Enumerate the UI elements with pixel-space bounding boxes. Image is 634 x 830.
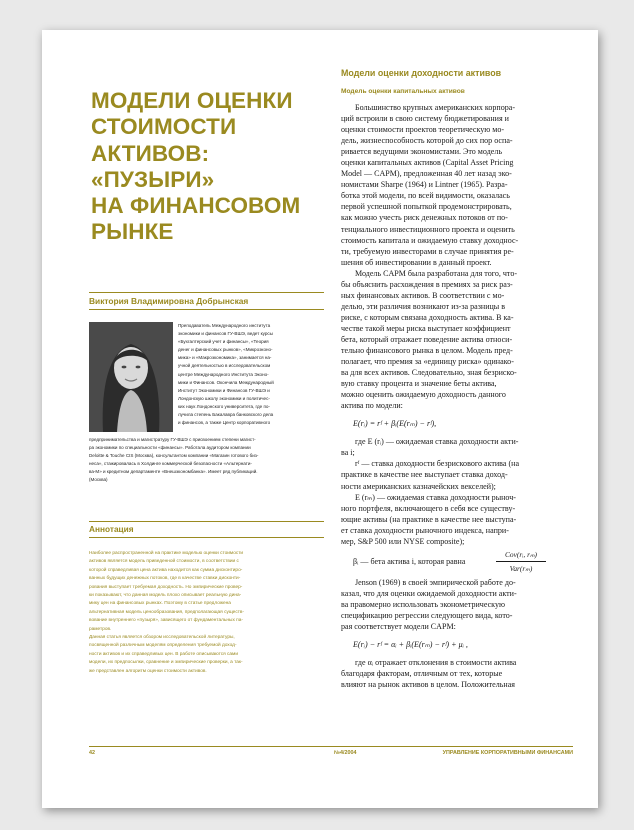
article-title [91,88,316,246]
bio-line: мика» и «Макроэкономика», занимается на- [178,355,272,361]
annotation-line: которой справедливая цена актива находится как сумма дисконтиро- [89,567,243,573]
beta-fraction [496,548,546,575]
annotation-line: ванных будущих денежных потоков, где в качестве ставки дисконти- [89,576,241,582]
body-line: дель, жизнеспособность которой до сих пор оспа- [341,136,513,146]
beta-text: βᵢ — бета актива i, которая равна [353,556,466,566]
body-line: мер, S&P 500 или NYSE composite); [341,536,465,546]
author-bio [178,322,325,427]
body-line: ти, требуемую инвесторами в случае принятия ре- [341,246,514,256]
body-line: Большинство крупных американских корпора- [355,103,516,112]
body-line: Jenson (1969) в своей эмпирической работе до- [355,577,516,587]
bio-line: Преподаватель Международного института [178,323,271,328]
body-line: казал, что для оценки ожидаемой доходности акти- [341,588,517,598]
body-line: как можно учесть риск денежных потоков от по- [341,213,508,223]
beta-numerator: Cov(rᵢ, rₘ) [496,548,546,562]
body-line: актива по модели: [341,401,403,411]
body-line: ного портфеля, включающего в себя все существу- [341,503,516,513]
annotation-line: мику цен на финансовых рынках. Поэтому в статье предложена [89,601,231,607]
issue-number: №4/2004 [334,750,357,756]
bio-line: (Москва) [89,477,108,483]
body-line: первой успешной попыткой продемонстрировать, [341,202,512,212]
body-line: риске, с которым связана доходность актива. В ка- [341,312,514,322]
bio-line: неса», стажировалась в Холдинге коммерческой безопасности «Альтернати- [89,461,252,467]
bio-line: ва-М» и кредитном департаменте «Внешэкономбанка». Имеет ряд публикаций. [89,469,258,475]
annotation-line: же представлен алгоритм оценки стоимости активов. [89,668,207,674]
article-body [341,102,573,690]
body-line: вую ставку процента и значение беты актива, [341,379,497,389]
journal-name: УПРАВЛЕНИЕ КОРПОРАТИВНЫМИ ФИНАНСАМИ [442,750,573,756]
bio-line: мики и Финансов. Окончила Международный [178,379,274,385]
title-line: СТОИМОСТИ [91,114,237,140]
annotation-line: раметров. [89,626,112,632]
bio-line: денег и финансовых рынков», «Микроэконо- [178,347,273,353]
body-line: бета, который отражает поведение актива относи- [341,334,513,344]
beta-definition [341,547,573,577]
bio-line: центре Международного Института Эконо- [178,371,269,377]
bio-line: Институт Экономики и Финансов ГУ-ВШЭ и [178,387,270,393]
section-title: Модели оценки доходности активов [341,68,502,78]
body-line: где E (rᵢ) — ожидаемая ставка доходности акти- [355,437,519,447]
journal-page [42,30,598,808]
body-line: ва i; [341,448,355,458]
capm-formula: E(rᵢ) = rᶠ + βᵢ(E(rₘ) − rᶠ), [353,419,437,429]
body-line: рая соответствует модели CAPM: [341,621,456,631]
body-line: ности американских казначейских векселей); [341,481,496,491]
body-line: ва для всех активов. Следовательно, зная безриско- [341,368,517,378]
body-line: где αᵢ отражает отклонения в стоимости актива [355,658,517,668]
bio-line: ких наук Лондонского университета, где по- [178,403,270,409]
title-line: «ПУЗЫРИ» [91,166,215,192]
author-name: Виктория Владимировна Добрынская [89,292,324,310]
title-line: РЫНКЕ [91,219,174,245]
bio-line: предпринимательства и магистратуру ГУ-ВШЭ с присвоением степени магист- [89,437,256,442]
bio-line: ра экономики по специальности «финансы». Работала аудитором компании [89,445,251,451]
body-line: Model — CAPM), предложенная 40 лет назад эко- [341,169,512,179]
subsection-title: Модель оценки капитальных активов [341,88,465,95]
body-line: спецификацию регрессии следующего вида, кото- [341,610,513,620]
title-line: АКТИВОВ: [91,140,210,166]
annotation-line: вование внутреннего «пузыря», зависящего от фундаментальных па- [89,618,243,624]
body-line: номистами Sharpe (1964) и Lintner (1965). Разра- [341,180,508,190]
body-line: шения об инвестировании в данный проект. [341,257,492,267]
title-line: МОДЕЛИ ОЦЕНКИ [91,88,293,113]
body-line: Модель CAPM была разработана для того, что- [355,268,518,278]
annotation-line: Данная статья является обзором исследовательской литературы, [89,635,235,641]
body-line: ботка этой модели, по всей видимости, оказалась [341,191,510,201]
bio-line: «Бухгалтерский учет и финансы», «Теория [178,339,269,345]
bio-line: лучила степень Бакалавра банковского дела [178,412,274,418]
regression-formula: E(rᵢ) − rᶠ = αᵢ + βᵢ(E(rₘ) − rᶠ) + μᵢ , [353,640,468,650]
annotation-line: активов является модель приведенной стоимости, в соответствии с [89,559,239,565]
annotation-line: рования выступает требуемая доходность. Но эмпирические провер- [89,584,243,590]
annotation-line: ки показывают, что данная модель плохо описывает реальную дина- [89,593,242,599]
page-footer [89,746,573,763]
body-line: тельно финансового рынка в целом. Модель пред- [341,346,513,356]
body-line: ных финансовых активов. В соответствии с мо- [341,290,505,300]
annotation-line: Наиболее распространенной на практике моделью оценки стоимости [89,551,244,556]
bio-line: Deloitte & Touche CIS (Москва), консультантом компании «Магазин готового биз- [89,453,259,459]
body-line: делью, эти различия возникают из-за разницы в [341,301,506,311]
body-line: ций встроили в свою систему бюджетирования и [341,114,509,124]
body-line: тенциального инвестиционного проекта и оценить [341,224,515,234]
annotation-heading: Аннотация [89,521,324,538]
body-line: полагает, что премия за «единицу риска» одинако- [341,357,514,367]
title-line: НА ФИНАНСОВОМ [91,193,301,219]
author-photo [89,322,173,432]
body-line: бы объяснить расхождения в премиях за риск раз- [341,279,513,289]
page-number: 42 [89,750,95,756]
bio-line: экономики и финансов ГУ-ВШЭ, ведет курсы [178,331,273,337]
body-line: влияют на рынок активов в целом. Положительная [341,680,515,690]
body-line: ет ставка доходности рыночного индекса, напри- [341,525,509,535]
annotation-line: модели, их предпосылки, сравнение и эмпирические проверки, а так- [89,660,243,666]
bio-line: и финансов, а также Центр корпоративного [178,420,271,426]
body-line: благодаря факторам, отличным от тех, которые [341,669,503,679]
beta-denominator: Var(rₘ) [509,563,533,573]
body-line: можно оценить ожидаемую доходность данного [341,390,506,400]
body-line: ва правомерно использовать эконометрическую [341,599,506,609]
body-line: ривается ведущими экономистами. Это модель [341,147,503,157]
body-line: стоимость капитала и ожидаемую ставку доходнос- [341,235,519,245]
author-bio-continued [89,436,325,485]
body-line: ющие активы (на практике в качестве нее выступа- [341,514,517,524]
body-line: практике в качестве нее выступает ставка доход- [341,470,508,480]
annotation-line: ности активов и их справедливых цен. В работе описываются сами [89,651,238,657]
body-line: оценки стоимости проектов теоретическую мо- [341,125,505,135]
body-line: оценки капитальных активов (Capital Asset Pricing [341,158,514,168]
bio-line: учной деятельностью в исследовательском [178,363,271,369]
bio-line: Лондонскую школу экономики и политичес- [178,395,270,401]
body-line: честве такой меры риска выступает коэффициент [341,323,511,333]
annotation-line: альтернативная модель ценообразования, предполагающая существ- [89,609,244,615]
annotation-text [89,550,325,676]
body-line: E (rₘ) — ожидаемая ставка доходности рыноч- [355,492,516,502]
body-line: rᶠ — ставка доходности безрискового актива (на [355,459,520,469]
annotation-line: посвященной различным моделям определения требуемой доход- [89,643,237,649]
